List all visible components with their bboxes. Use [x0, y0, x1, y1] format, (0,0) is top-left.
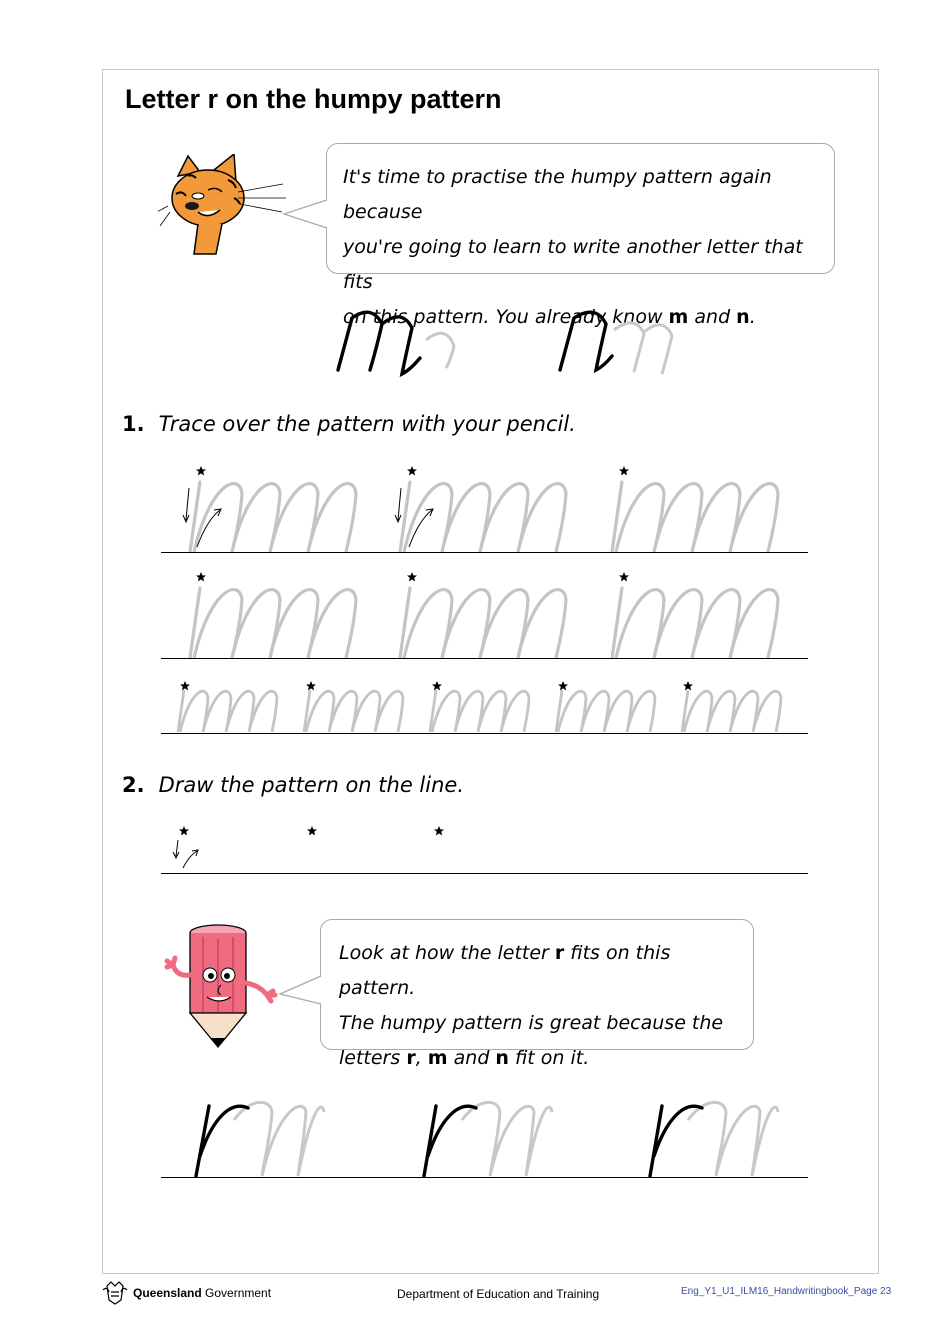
bubble-line: you're going to learn to write another letter that fits [343, 236, 803, 293]
bold-letter-r: r [554, 942, 565, 964]
bold-letter-m: m [668, 306, 689, 328]
bubble-text: letters [339, 1047, 407, 1069]
coat-of-arms-icon [101, 1280, 129, 1306]
letter-r-example [650, 1102, 778, 1176]
bubble-text: . [749, 306, 756, 328]
letter-r-example [196, 1102, 324, 1176]
instruction-number: 2. [122, 773, 145, 797]
footer-department: Department of Education and Training [397, 1287, 600, 1301]
logo-bold-text: Queensland [133, 1286, 202, 1300]
bubble-text: on this pattern. You already know [343, 306, 669, 328]
bubble-text: , [415, 1047, 428, 1069]
bold-letter-n: n [495, 1047, 509, 1069]
page-title: Letter r on the humpy pattern [125, 84, 502, 114]
bubble-text: and [688, 306, 737, 328]
bubble-line: It's time to practise the humpy pattern again because [343, 166, 772, 223]
letter-r-example [424, 1102, 552, 1176]
instruction-text: Draw the pattern on the line. [158, 773, 465, 797]
instruction-text: Trace over the pattern with your pencil. [158, 412, 576, 436]
bubble-text: fit on it. [508, 1047, 590, 1069]
bubble-text: and [447, 1047, 496, 1069]
bubble-text: fits on this pattern. [339, 942, 671, 999]
bold-letter-n: n [736, 306, 750, 328]
footer-page-code: Eng_Y1_U1_ILM16_Handwritingbook_Page 23 [681, 1286, 892, 1297]
bubble-text: Look at how the letter [339, 942, 555, 964]
logo-text: Government [201, 1286, 272, 1300]
bold-letter-m: m [427, 1047, 448, 1069]
bubble-line: The humpy pattern is great because the [339, 1012, 724, 1034]
instruction-number: 1. [122, 412, 145, 436]
writing-line [161, 1177, 808, 1178]
bold-letter-r: r [406, 1047, 416, 1069]
queensland-government-logo [101, 1280, 271, 1306]
